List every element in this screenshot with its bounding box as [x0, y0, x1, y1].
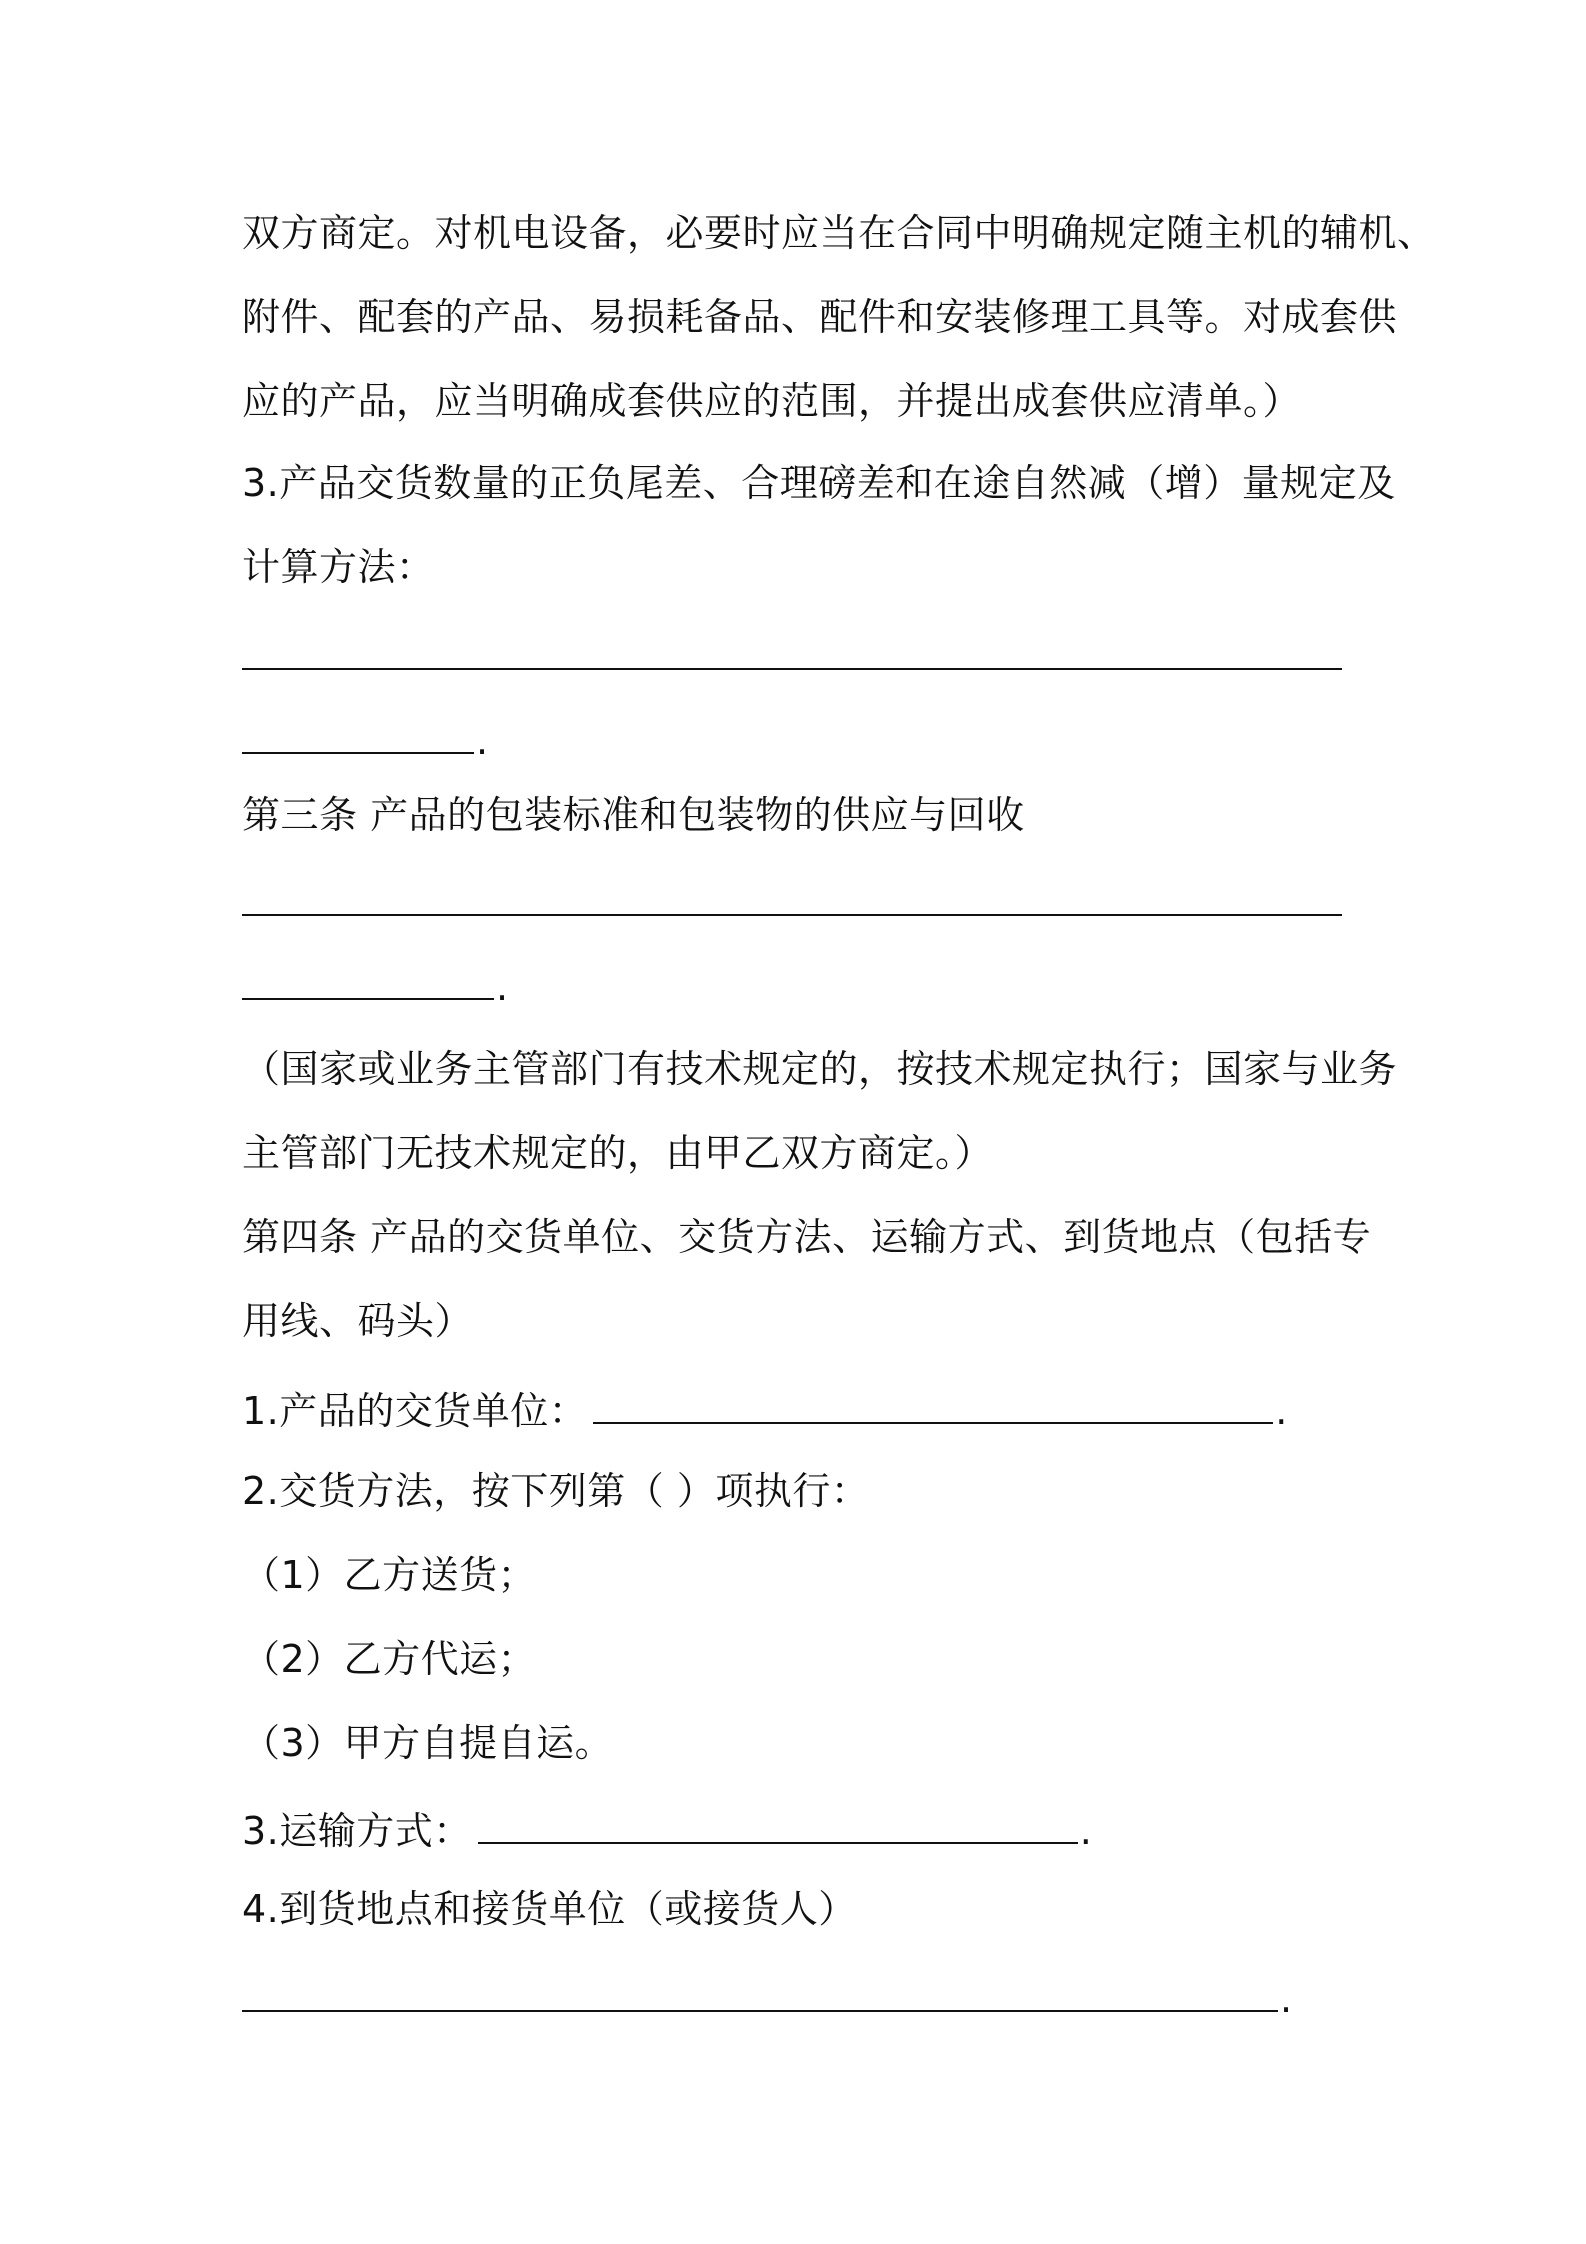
fill-in-blank-line[interactable]	[242, 960, 509, 1012]
blank-underline[interactable]	[242, 1972, 1278, 2012]
delivery-unit-line	[242, 1384, 1288, 1436]
delivery-option-2: （2）乙方代运；	[242, 1637, 537, 1681]
note-line: 主管部门无技术规定的，由甲乙双方商定。）	[242, 1131, 994, 1175]
delivery-method-heading: 2.交货方法，按下列第（ ）项执行：	[242, 1469, 870, 1513]
delivery-option-1: （1）乙方送货；	[242, 1553, 537, 1597]
transport-method-label: 3.运输方式：	[242, 1809, 472, 1853]
paragraph-line: 计算方法：	[242, 545, 435, 589]
period-mark: .	[476, 719, 489, 763]
blank-underline[interactable]	[242, 960, 494, 1000]
period-mark: .	[1079, 1809, 1093, 1853]
period-mark: .	[1275, 1389, 1288, 1433]
article-3-heading: 第三条 产品的包装标准和包装物的供应与回收	[242, 793, 1025, 837]
fill-in-blank-line[interactable]	[242, 714, 489, 766]
paragraph-line: 双方商定。对机电设备，必要时应当在合同中明确规定随主机的辅机、	[242, 211, 1436, 255]
paragraph-line: 附件、配套的产品、易损耗备品、配件和安装修理工具等。对成套供	[242, 295, 1398, 339]
transport-method-blank[interactable]	[478, 1804, 1078, 1844]
blank-underline[interactable]	[242, 630, 1342, 670]
blank-underline[interactable]	[242, 714, 474, 754]
fill-in-blank-line[interactable]	[242, 630, 1342, 682]
transport-method-line	[242, 1804, 1092, 1856]
period-mark: .	[1280, 1977, 1293, 2021]
paragraph-line: 应的产品，应当明确成套供应的范围，并提出成套供应清单。）	[242, 379, 1302, 423]
arrival-location-heading: 4.到货地点和接货单位（或接货人）	[242, 1887, 857, 1931]
blank-underline[interactable]	[242, 876, 1342, 916]
note-line: （国家或业务主管部门有技术规定的，按技术规定执行；国家与业务	[242, 1047, 1398, 1091]
article-4-heading: 第四条 产品的交货单位、交货方法、运输方式、到货地点（包括专	[242, 1215, 1372, 1259]
fill-in-blank-line[interactable]	[242, 1972, 1293, 2024]
delivery-unit-label: 1.产品的交货单位：	[242, 1389, 588, 1433]
delivery-unit-blank[interactable]	[593, 1384, 1273, 1424]
clause-3-heading: 3.产品交货数量的正负尾差、合理磅差和在途自然减（增）量规定及	[242, 461, 1396, 505]
fill-in-blank-line[interactable]	[242, 876, 1342, 928]
paragraph-line: 用线、码头）	[242, 1299, 474, 1343]
period-mark: .	[496, 965, 509, 1009]
delivery-option-3: （3）甲方自提自运。	[242, 1721, 614, 1765]
